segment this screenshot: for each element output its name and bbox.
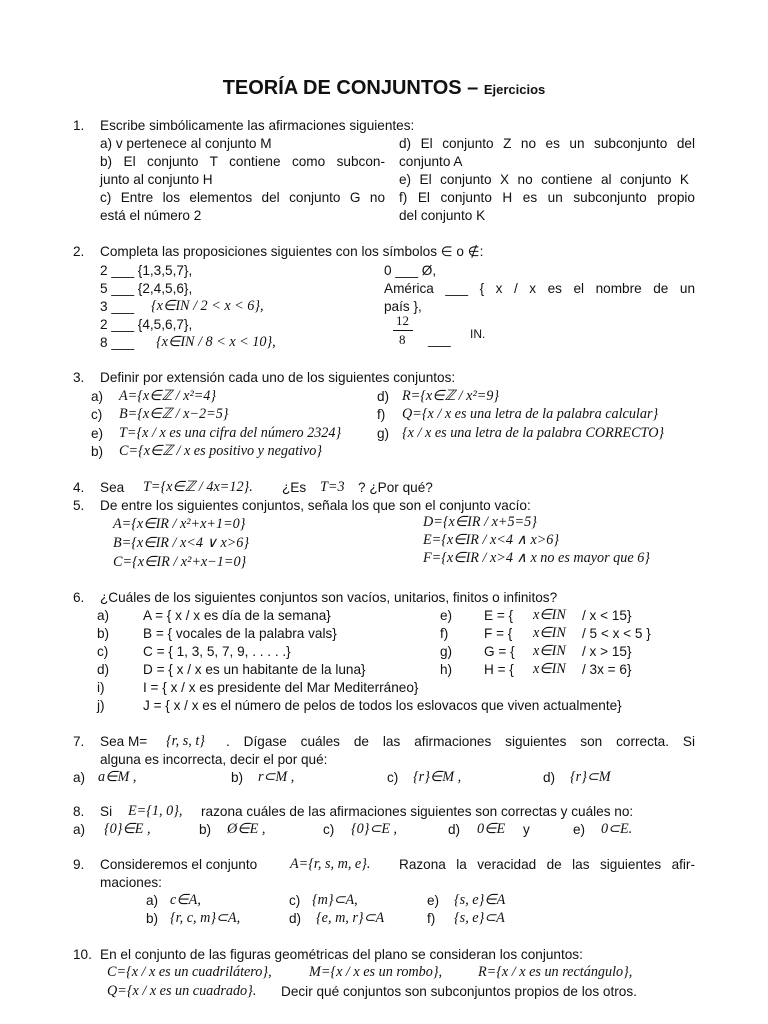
- ex2-stem: Completa las proposiciones siguientes con los símbolos ∈ o ∉:: [100, 244, 484, 259]
- ex8-label-a: a): [73, 822, 86, 837]
- ex1-item-f-line2: del conjunto K: [399, 208, 486, 223]
- ex4-question-end: ? ¿Por qué?: [358, 480, 433, 495]
- ex8-item-c: {0}⊂E ,: [351, 821, 398, 837]
- ex6-label-i: i): [97, 680, 105, 695]
- ex1-number: 1.: [73, 118, 85, 133]
- ex3-item-g: {x / x es una letra de la palabra CORRECTO}: [402, 425, 665, 441]
- ex9-label-b: b): [146, 911, 159, 926]
- ex1-item-c-line2: está el número 2: [100, 208, 202, 223]
- ex2-fraction-numerator: 12: [396, 313, 409, 328]
- ex6-item-a: A = { x / x es día de la semana}: [143, 608, 331, 623]
- ex6-item-f-domain: x∈IN: [533, 625, 566, 641]
- ex9-item-a: c∈A,: [170, 892, 201, 908]
- ex10-set-R: R={x / x es un rectángulo},: [478, 964, 633, 980]
- ex6-item-e-domain: x∈IN: [533, 607, 566, 623]
- ex6-item-h-open: H = {: [484, 662, 514, 677]
- ex2-fraction-bar: [393, 330, 413, 331]
- ex6-label-a: a): [97, 608, 110, 623]
- ex5-set-D: D={x∈IR / x+5=5}: [423, 514, 537, 530]
- ex2-right-3: país },: [384, 299, 422, 314]
- ex6-item-f-open: F = {: [484, 626, 513, 641]
- ex6-label-h: h): [440, 662, 453, 677]
- ex9-label-d: d): [289, 911, 302, 926]
- ex4-equation: T=3: [320, 479, 345, 495]
- ex4-sea: Sea: [100, 480, 125, 495]
- ex6-item-h-domain: x∈IN: [533, 661, 566, 677]
- ex2-right-4-blank: ___: [428, 332, 451, 347]
- ex7-item-c: {r}∈M ,: [413, 769, 462, 785]
- ex6-label-e: e): [440, 608, 453, 623]
- ex3-item-a: A={x∈ℤ / x²=4}: [119, 388, 217, 404]
- ex1-item-f-line1: f) El conjunto H es un subconjunto propio: [399, 190, 695, 205]
- ex9-item-c: {m}⊂A,: [312, 892, 358, 908]
- ex9-line1-end: Razona la veracidad de las siguientes afir-: [399, 857, 695, 872]
- ex7-item-d: {r}⊂M: [570, 769, 611, 785]
- ex8-conjunction: y: [523, 822, 530, 837]
- ex7-label-c: c): [387, 770, 399, 785]
- ex8-label-d: d): [448, 822, 461, 837]
- ex5-number: 5.: [73, 498, 85, 513]
- ex6-item-c: C = { 1, 3, 5, 7, 9, . . . . .}: [143, 644, 291, 659]
- ex6-label-g: g): [440, 644, 453, 659]
- ex9-line1-start: Consideremos el conjunto: [100, 857, 258, 872]
- ex6-label-f: f): [440, 626, 449, 641]
- ex6-item-d: D = { x / x es un habitante de la luna}: [143, 662, 366, 677]
- ex3-label-e: e): [91, 426, 104, 441]
- ex9-line2: maciones:: [100, 875, 162, 890]
- ex9-label-a: a): [146, 893, 159, 908]
- ex9-number: 9.: [73, 857, 85, 872]
- ex8-si: Si: [100, 804, 113, 819]
- ex9-item-f: {s, e}⊂A: [454, 910, 505, 926]
- ex1-item-b-line1: b) El conjunto T contiene como subcon-: [100, 154, 385, 169]
- ex1-item-b-line2: junto al conjunto H: [100, 172, 213, 187]
- ex3-item-b: C={x∈ℤ / x es positivo y negativo}: [119, 443, 323, 459]
- ex3-label-f: f): [377, 407, 386, 422]
- ex7-line1-start: Sea M=: [100, 734, 148, 749]
- ex10-set-M: M={x / x es un rombo},: [309, 964, 443, 980]
- ex6-item-i: I = { x / x es presidente del Mar Mediterráneo}: [143, 680, 419, 695]
- ex1-item-d-line1: d) El conjunto Z no es un subconjunto del: [399, 136, 695, 151]
- ex8-item-b: Ø∈E ,: [227, 821, 266, 837]
- ex2-right-1: 0 ___ Ø,: [384, 263, 437, 278]
- ex6-number: 6.: [73, 590, 85, 605]
- ex5-set-E: E={x∈IR / x<4 ∧ x>6}: [423, 532, 560, 548]
- ex3-item-d: R={x∈ℤ / x²=9}: [402, 388, 500, 404]
- ex3-label-d: d): [377, 389, 390, 404]
- ex3-item-f: Q={x / x es una letra de la palabra calcular}: [402, 406, 659, 422]
- ex9-item-d: {e, m, r}⊂A: [316, 910, 385, 926]
- ex3-item-c: B={x∈ℤ / x−2=5}: [119, 406, 229, 422]
- ex3-number: 3.: [73, 370, 85, 385]
- ex9-label-e: e): [427, 893, 440, 908]
- ex7-item-a: a∈M ,: [98, 769, 137, 785]
- ex2-line-2: 5 ___ {2,4,5,6},: [100, 281, 193, 296]
- ex10-number: 10.: [73, 947, 92, 962]
- ex8-item-d: 0∈E: [477, 821, 506, 837]
- ex7-number: 7.: [73, 734, 85, 749]
- ex6-item-e-open: E = {: [484, 608, 514, 623]
- ex7-label-a: a): [73, 770, 86, 785]
- ex6-item-g-open: G = {: [484, 644, 515, 659]
- ex4-question-start: ¿Es: [282, 480, 307, 495]
- ex5-set-A: A={x∈IR / x²+x+1=0}: [113, 516, 246, 532]
- ex2-line-5-set: {x∈IN / 8 < x < 10},: [156, 334, 276, 350]
- ex6-label-c: c): [97, 644, 109, 659]
- ex3-label-a: a): [91, 389, 104, 404]
- ex6-item-h-condition: / 3x = 6}: [582, 662, 632, 677]
- ex8-label-b: b): [199, 822, 212, 837]
- ex2-right-4-set: IN.: [470, 327, 486, 341]
- ex7-line2: alguna es incorrecta, decir el por qué:: [100, 752, 328, 767]
- ex2-number: 2.: [73, 244, 85, 259]
- ex7-set-M: {r, s, t}: [166, 733, 205, 749]
- ex3-label-b: b): [91, 444, 104, 459]
- ex2-line-1: 2 ___ {1,3,5,7},: [100, 263, 193, 278]
- ex8-set-E: E={1, 0},: [128, 803, 183, 819]
- ex1-stem: Escribe simbólicamente las afirmaciones siguientes:: [100, 118, 415, 133]
- ex1-item-d-line2: conjunto A: [399, 154, 463, 169]
- ex3-label-g: g): [377, 426, 390, 441]
- ex6-item-g-condition: / x > 15}: [582, 644, 632, 659]
- ex6-item-g-domain: x∈IN: [533, 643, 566, 659]
- ex8-item-e: 0⊂E.: [601, 821, 633, 837]
- ex2-line-3-set: {x∈IN / 2 < x < 6},: [151, 298, 264, 314]
- ex9-label-c: c): [289, 893, 301, 908]
- ex6-item-f-condition: / 5 < x < 5 }: [582, 626, 651, 641]
- ex6-label-d: d): [97, 662, 110, 677]
- ex1-item-e: e) El conjunto X no contiene al conjunto K: [399, 172, 689, 187]
- ex8-label-c: c): [323, 822, 335, 837]
- ex3-item-e: T={x / x es una cifra del número 2324}: [119, 425, 342, 441]
- ex6-label-b: b): [97, 626, 110, 641]
- ex9-set-A: A={r, s, m, e}.: [290, 856, 371, 872]
- ex6-item-j: J = { x / x es el número de pelos de todos los eslovacos que viven actualmente}: [143, 698, 622, 713]
- ex6-item-b: B = { vocales de la palabra vals}: [143, 626, 337, 641]
- ex2-line-4: 2 ___ {4,5,6,7},: [100, 317, 193, 332]
- ex10-stem: En el conjunto de las figuras geométricas del plano se consideran los conjuntos:: [100, 947, 583, 962]
- ex10-question: Decir qué conjuntos son subconjuntos propios de los otros.: [281, 984, 637, 999]
- page-title: TEORÍA DE CONJUNTOS – Ejercicios: [222, 77, 546, 99]
- ex9-item-b: {r, c, m}⊂A,: [170, 910, 241, 926]
- ex7-item-b: r⊂M ,: [258, 769, 295, 785]
- ex5-set-B: B={x∈IR / x<4 ∨ x>6}: [113, 535, 250, 551]
- ex10-set-C: C={x / x es un cuadrilátero},: [107, 964, 272, 980]
- ex8-number: 8.: [73, 804, 85, 819]
- ex7-label-d: d): [543, 770, 556, 785]
- ex6-stem: ¿Cuáles de los siguientes conjuntos son vacíos, unitarios, finitos o infinitos?: [100, 590, 558, 605]
- ex7-line1-end: . Dígase cuáles de las afirmaciones siguientes son correcta. Si: [226, 734, 695, 749]
- ex6-label-j: j): [97, 698, 105, 713]
- ex2-fraction-denominator: 8: [399, 332, 406, 347]
- ex10-set-Q: Q={x / x es un cuadrado}.: [107, 983, 257, 999]
- ex3-stem: Definir por extensión cada uno de los siguientes conjuntos:: [100, 370, 456, 385]
- ex8-line-end: razona cuáles de las afirmaciones siguientes son correctas y cuáles no:: [201, 804, 634, 819]
- ex8-item-a: {0}∈E ,: [104, 821, 151, 837]
- ex5-stem: De entre los siguientes conjuntos, señala los que son el conjunto vacío:: [100, 498, 531, 513]
- ex8-label-e: e): [573, 822, 586, 837]
- ex2-right-2: América ___ { x / x es el nombre de un: [384, 281, 695, 296]
- ex9-item-e: {s, e}∈A: [454, 892, 506, 908]
- ex7-label-b: b): [231, 770, 244, 785]
- ex3-label-c: c): [91, 407, 103, 422]
- ex5-set-C: C={x∈IR / x²+x−1=0}: [113, 554, 247, 570]
- ex1-item-a: a) v pertenece al conjunto M: [100, 136, 272, 151]
- ex4-set: T={x∈ℤ / 4x=12}.: [143, 479, 253, 495]
- ex2-line-3-blank: 3 ___: [100, 299, 135, 314]
- ex2-line-5-blank: 8 ___: [100, 335, 135, 350]
- ex1-item-c-line1: c) Entre los elementos del conjunto G no: [100, 190, 385, 205]
- ex5-set-F: F={x∈IR / x>4 ∧ x no es mayor que 6}: [423, 550, 650, 566]
- ex4-number: 4.: [73, 480, 85, 495]
- ex9-label-f: f): [427, 911, 436, 926]
- ex6-item-e-condition: / x < 15}: [582, 608, 632, 623]
